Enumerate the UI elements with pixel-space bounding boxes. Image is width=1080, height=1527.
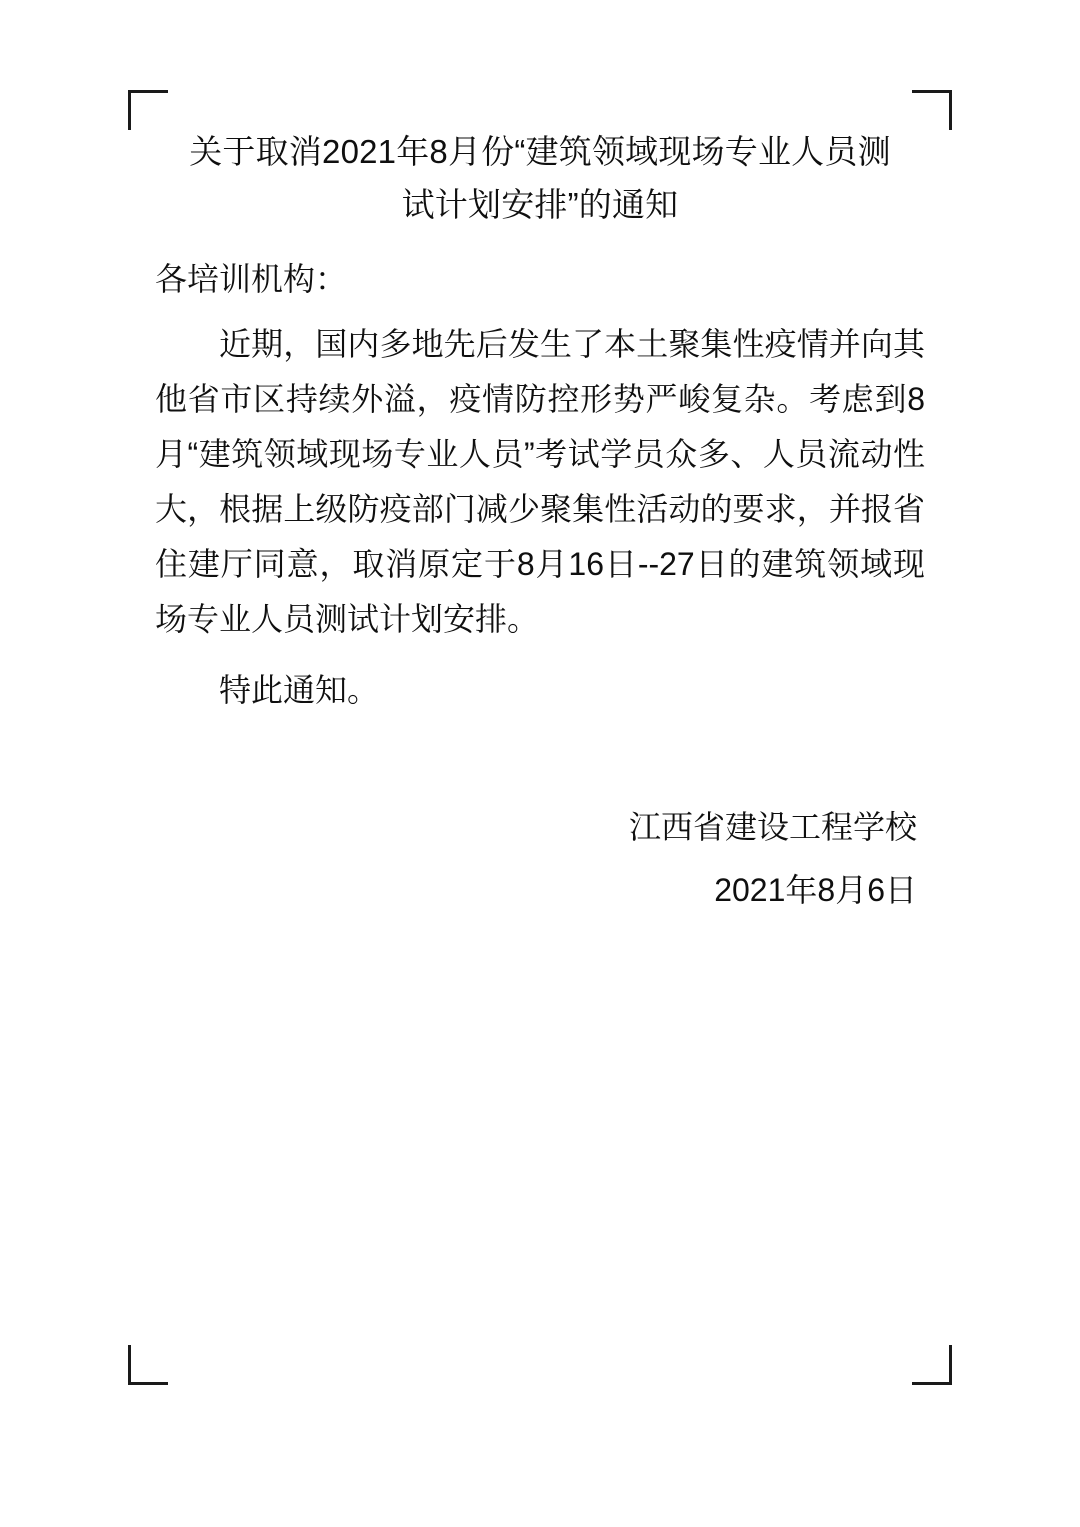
- signature-date: 2021年8月6日: [714, 871, 917, 908]
- crop-mark-bottom-left: [128, 1345, 168, 1385]
- document-paragraph-1: 近期，国内多地先后发生了本土聚集性疫情并向其他省市区持续外溢，疫情防控形势严峻复杂。考虑到8月“建筑领域现场专业人员”考试学员众多、人员流动性大，根据上级防疫部门减少聚集性活动的要求，并报省住建厅同意，取消原定于8月16日--27日的建筑领域现场专业人员测试计划安排。: [155, 326, 925, 638]
- document-salutation: 各培训机构：: [155, 260, 348, 297]
- signature-organization: 江西省建设工程学校: [628, 809, 917, 846]
- crop-mark-top-right: [912, 90, 952, 130]
- document-title: 关于取消2021年8月份“建筑领域现场专业人员测试计划安排”的通知: [189, 133, 891, 224]
- document-body: [155, 125, 925, 917]
- signature-block: [155, 800, 925, 917]
- crop-mark-top-left: [128, 90, 168, 130]
- crop-mark-bottom-right: [912, 1345, 952, 1385]
- document-paragraph-2: 特此通知。: [219, 672, 380, 709]
